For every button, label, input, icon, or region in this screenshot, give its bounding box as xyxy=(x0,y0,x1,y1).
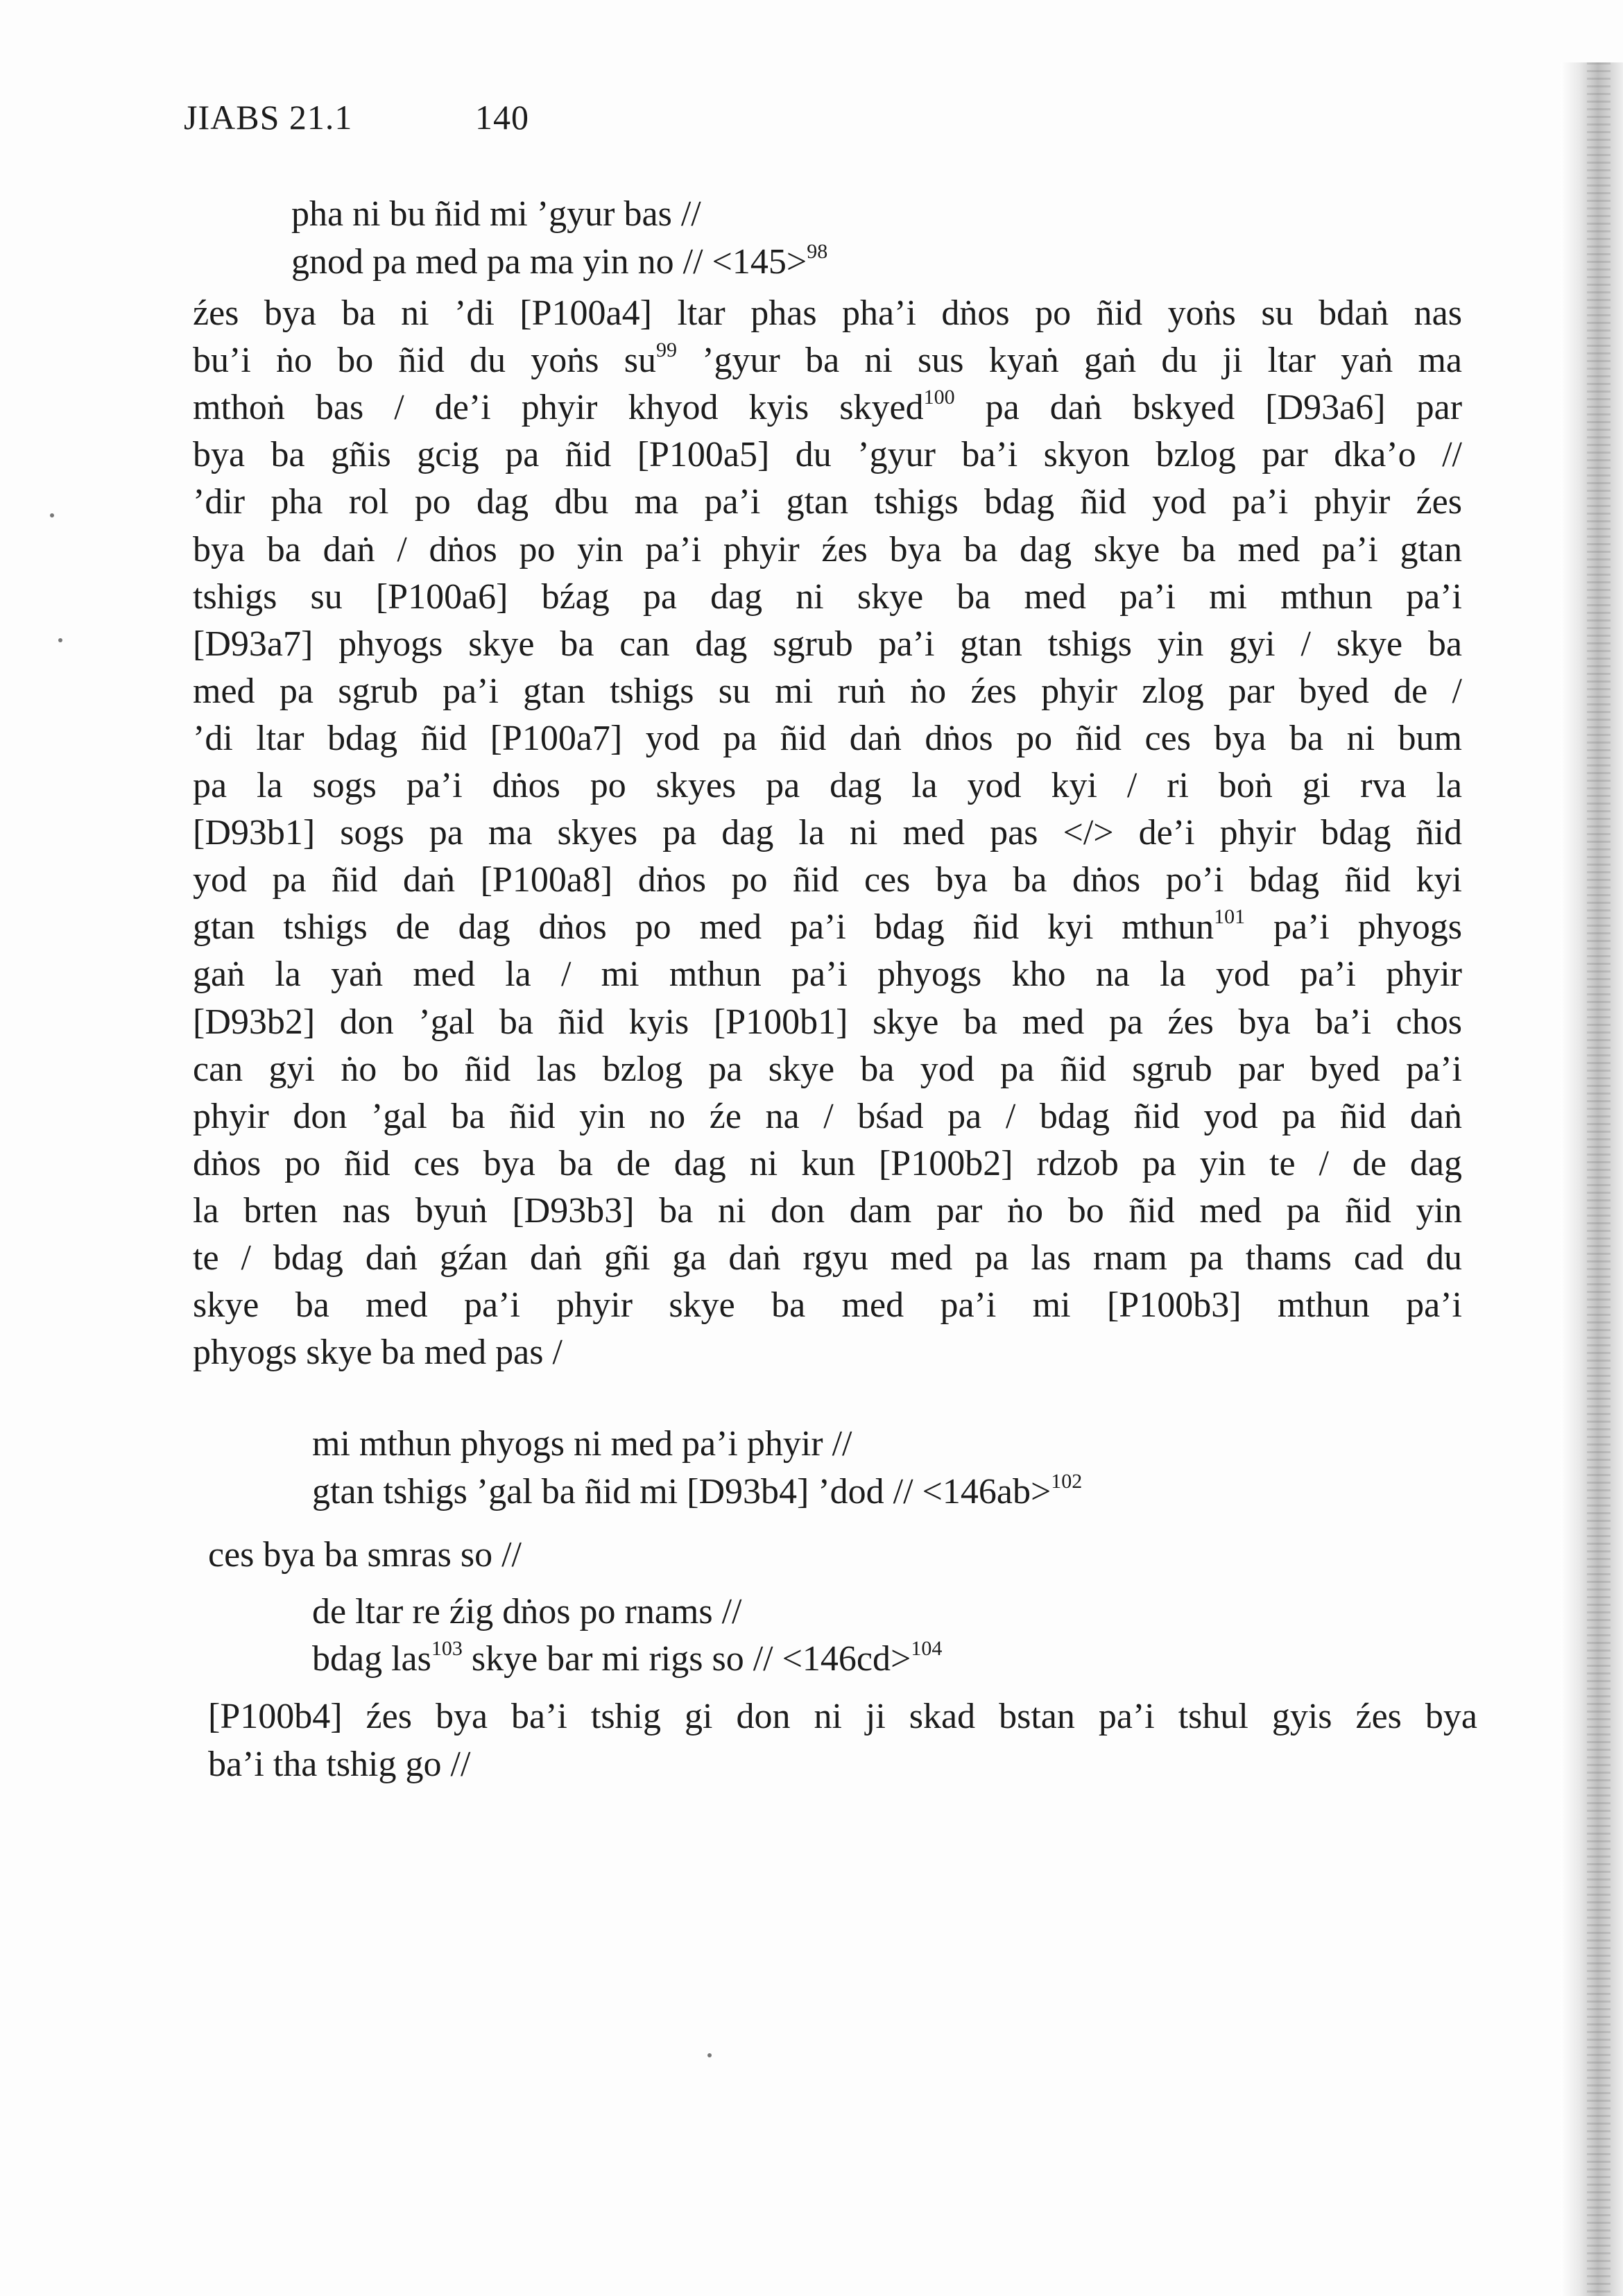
prose-text: ’gyur ba ni sus kyaṅ gaṅ du ji ltar yaṅ ma xyxy=(677,341,1462,380)
verse-text: skye bar mi rigs so // <146cd> xyxy=(462,1639,911,1679)
prose-text: phyir don ’gal ba ñid yin no źe na / bśad pa / bdag ñid yod pa ñid daṅ xyxy=(193,1097,1462,1136)
scan-speck xyxy=(707,2053,712,2057)
prose-line xyxy=(193,1236,1462,1280)
footnote-marker: 103 xyxy=(431,1637,463,1660)
prose-line xyxy=(193,1189,1462,1233)
prose-line xyxy=(193,291,1462,336)
footnote-marker: 104 xyxy=(911,1637,943,1660)
prose-text: phyogs skye ba med pas / xyxy=(193,1333,563,1372)
verse-line xyxy=(312,1470,1082,1514)
prose-text: ba’i tha tshig go // xyxy=(208,1745,471,1784)
prose-text: ’di ltar bdag ñid [P100a7] yod pa ñid daṅ dṅos po ñid ces bya ba ni bum xyxy=(193,719,1462,758)
prose-text: ’dir pha rol po dag dbu ma pa’i gtan tshigs bdag ñid yod pa’i phyir źes xyxy=(193,482,1462,522)
prose-line xyxy=(193,575,1462,619)
prose-line xyxy=(193,386,1462,430)
prose-line xyxy=(193,811,1462,855)
page-number: 140 xyxy=(475,98,529,137)
prose-text: pa daṅ bskyed [D93a6] par xyxy=(954,388,1463,427)
prose-line xyxy=(193,764,1462,808)
prose-text: mthoṅ bas / de’i phyir khyod kyis skyed xyxy=(193,388,924,427)
verse-line xyxy=(312,1637,942,1681)
prose-line xyxy=(193,480,1462,524)
prose-text: [D93b2] don ’gal ba ñid kyis [P100b1] skye ba med pa źes bya ba’i chos xyxy=(193,1002,1462,1042)
verse-line xyxy=(312,1590,742,1634)
prose-text: bya ba gñis gcig pa ñid [P100a5] du ’gyur ba’i skyon bzlog par dka’o // xyxy=(193,435,1462,474)
prose-line xyxy=(193,433,1462,477)
prose-text: can gyi ṅo bo ñid las bzlog pa skye ba yod pa ñid sgrub par byed pa’i xyxy=(193,1050,1462,1089)
prose-text: pa la sogs pa’i dṅos po skyes pa dag la yod kyi / ri boṅ gi rva la xyxy=(193,766,1462,805)
prose-line xyxy=(193,622,1462,667)
prose-line xyxy=(193,669,1462,714)
prose-line xyxy=(193,528,1462,572)
scan-speck xyxy=(50,513,54,517)
prose-line xyxy=(193,1330,1462,1375)
prose-text: tshigs su [P100a6] bźag pa dag ni skye ba med pa’i mi mthun pa’i xyxy=(193,577,1462,617)
footnote-marker: 100 xyxy=(923,386,955,409)
footnote-marker: 102 xyxy=(1051,1470,1083,1493)
verse-text: pha ni bu ñid mi ’gyur bas // xyxy=(291,194,701,234)
verse-line xyxy=(291,192,701,237)
prose-text: yod pa ñid daṅ [P100a8] dṅos po ñid ces bya ba dṅos po’i bdag ñid kyi xyxy=(193,860,1462,900)
prose-line xyxy=(193,1095,1462,1139)
prose-text: gaṅ la yaṅ med la / mi mthun pa’i phyogs kho na la yod pa’i phyir xyxy=(193,954,1462,994)
prose-text: skye ba med pa’i phyir skye ba med pa’i mi [P100b3] mthun pa’i xyxy=(193,1285,1462,1325)
prose-text: [D93a7] phyogs skye ba can dag sgrub pa’i gtan tshigs yin gyi / skye ba xyxy=(193,624,1462,664)
prose-text: bu’i ṅo bo ñid du yoṅs su xyxy=(193,341,656,380)
prose-line xyxy=(193,1047,1462,1092)
prose-text: ces bya ba smras so // xyxy=(208,1535,522,1575)
verse-text: mi mthun phyogs ni med pa’i phyir // xyxy=(312,1424,852,1464)
prose-text: te / bdag daṅ gźan daṅ gñi ga daṅ rgyu med pa las rnam pa thams cad du xyxy=(193,1238,1462,1278)
prose-text: med pa sgrub pa’i gtan tshigs su mi ruṅ ṅo źes phyir zlog par byed de / xyxy=(193,671,1462,711)
prose-text: la brten nas byuṅ [D93b3] ba ni don dam par ṅo bo ñid med pa ñid yin xyxy=(193,1191,1462,1231)
prose-line xyxy=(193,858,1462,902)
prose-line xyxy=(193,1000,1462,1045)
prose-text: [P100b4] źes bya ba’i tshig gi don ni ji skad bstan pa’i tshul gyis źes bya xyxy=(208,1697,1477,1736)
verse-line xyxy=(291,240,827,284)
scan-speck xyxy=(58,638,62,642)
footnote-marker: 98 xyxy=(807,240,828,263)
verse-line xyxy=(312,1422,852,1466)
prose-line xyxy=(208,1533,522,1577)
prose-line xyxy=(208,1742,470,1787)
verse-text: de ltar re źig dṅos po rnams // xyxy=(312,1592,742,1631)
prose-text: dṅos po ñid ces bya ba de dag ni kun [P100b2] rdzob pa yin te / de dag xyxy=(193,1144,1462,1183)
footnote-marker: 99 xyxy=(656,339,677,361)
verse-text: bdag las xyxy=(312,1639,431,1679)
prose-text: gtan tshigs de dag dṅos po med pa’i bdag ñid kyi mthun xyxy=(193,907,1214,947)
prose-line xyxy=(193,952,1462,997)
verse-text: gnod pa med pa ma yin no // <145> xyxy=(291,242,807,282)
prose-line xyxy=(193,1142,1462,1186)
page-edge-texture xyxy=(1587,62,1611,2296)
prose-line xyxy=(193,717,1462,761)
footnote-marker: 101 xyxy=(1214,905,1246,928)
journal-name: JIABS 21.1 xyxy=(184,98,353,137)
prose-text: [D93b1] sogs pa ma skyes pa dag la ni med pas </> de’i phyir bdag ñid xyxy=(193,813,1462,853)
prose-text: pa’i phyogs xyxy=(1245,907,1462,947)
prose-line xyxy=(193,905,1462,950)
running-head xyxy=(184,97,529,137)
prose-line xyxy=(193,1283,1462,1328)
prose-line xyxy=(193,339,1462,383)
verse-text: gtan tshigs ’gal ba ñid mi [D93b4] ’dod // <146ab> xyxy=(312,1472,1051,1511)
prose-text: bya ba daṅ / dṅos po yin pa’i phyir źes bya ba dag skye ba med pa’i gtan xyxy=(193,530,1462,569)
prose-text: źes bya ba ni ’di [P100a4] ltar phas pha’i dṅos po ñid yoṅs su bdaṅ nas xyxy=(193,293,1462,333)
prose-line xyxy=(208,1695,1477,1739)
